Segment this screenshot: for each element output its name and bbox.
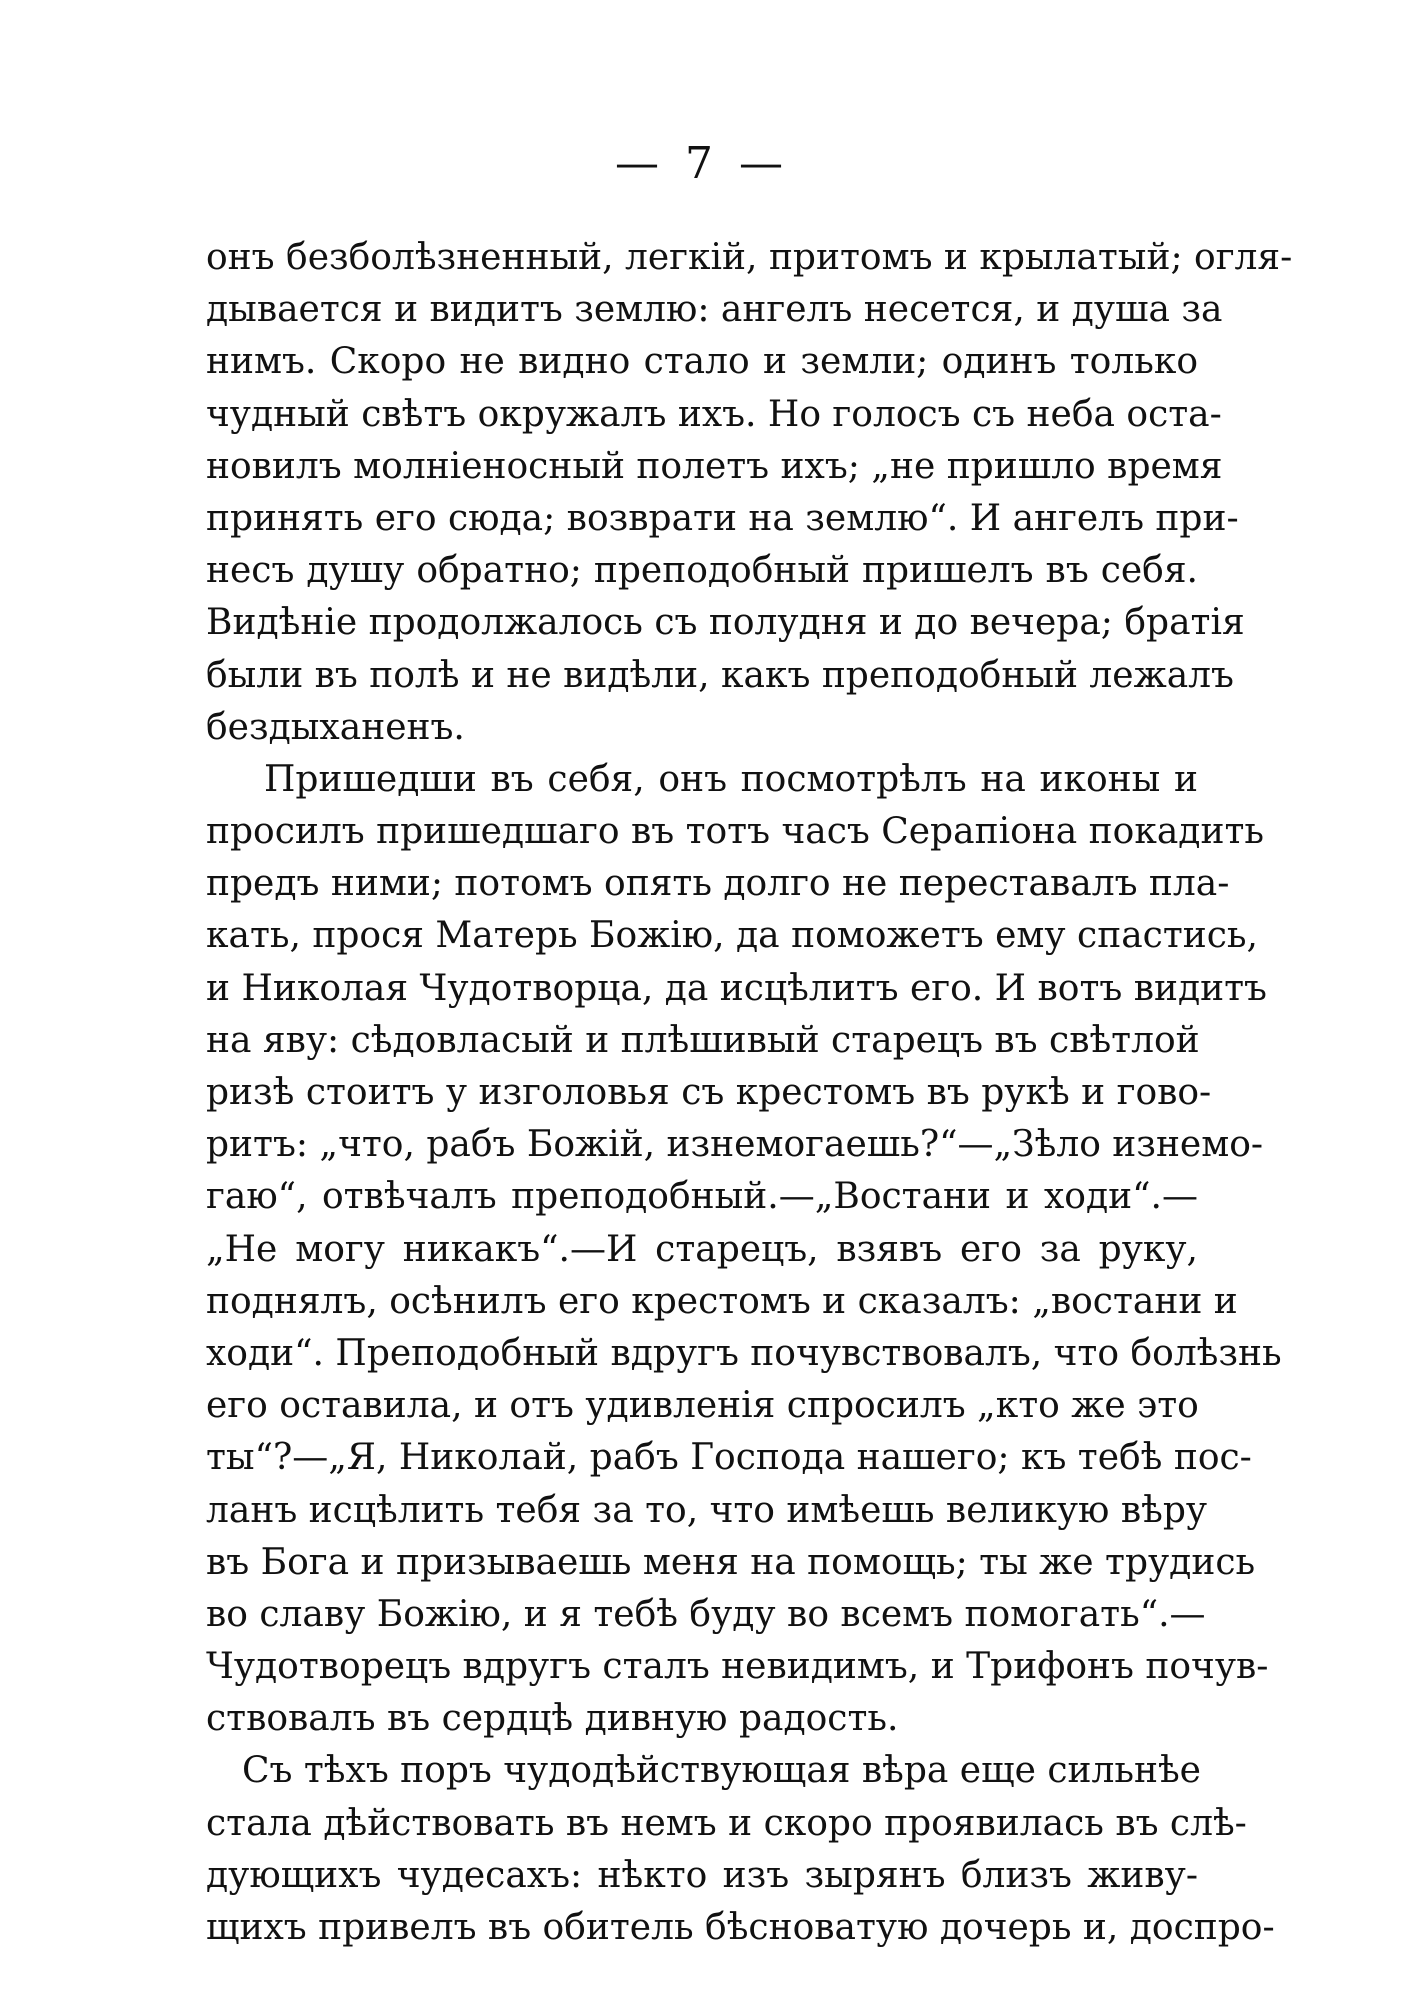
text-line: дующихъ чудесахъ: нѣкто изъ зырянъ близъ живу- [206, 1854, 1198, 1896]
text-line: Чудотворецъ вдругъ сталъ невидимъ, и Трифонъ почув- [206, 1646, 1269, 1688]
text-body [206, 232, 1293, 1954]
text-line: на яву: сѣдовласый и плѣшивый старецъ въ свѣтлой [206, 1019, 1200, 1061]
text-line: во славу Божію, и я тебѣ буду во всемъ помогать“.— [206, 1593, 1206, 1635]
text-line: и Николая Чудотворца, да исцѣлитъ его. И вотъ видитъ [206, 967, 1267, 1009]
text-line: ризѣ стоитъ у изголовья съ крестомъ въ рукѣ и гово- [206, 1072, 1212, 1113]
text-line: несъ душу обратно; преподобный пришелъ въ себя. [206, 550, 1198, 592]
text-line: его оставила, и отъ удивленія спросилъ „кто же это [206, 1385, 1199, 1427]
text-line: просилъ пришедшаго въ тотъ часъ Серапіона покадить [206, 811, 1264, 853]
text-line: гаю“, отвѣчалъ преподобный.—„Востани и ходи“.— [206, 1176, 1198, 1218]
text-line: ходи“. Преподобный вдругъ почувствовалъ, что болѣзнь [206, 1332, 1282, 1374]
text-line: кать, прося Матерь Божію, да поможетъ ему спастись, [206, 915, 1258, 957]
text-line: онъ безболѣзненный, легкій, притомъ и крылатый; огля- [206, 237, 1293, 278]
text-line: ты“?—„Я, Николай, рабъ Господа нашего; къ тебѣ пос- [206, 1437, 1252, 1479]
text-line: бездыханенъ. [206, 706, 465, 748]
text-line: предъ ними; потомъ опять долго не переставалъ пла- [206, 863, 1230, 905]
paragraph-start-line: Съ тѣхъ поръ чудодѣйствующая вѣра еще сильнѣе [242, 1750, 1201, 1792]
text-line: поднялъ, осѣнилъ его крестомъ и сказалъ: „востани и [206, 1280, 1238, 1322]
text-line: Видѣніе продолжалось съ полудня и до вечера; братія [206, 602, 1245, 644]
text-line: новилъ молніеносный полетъ ихъ; „не пришло время [206, 445, 1223, 487]
text-line: дывается и видитъ землю: ангелъ несется, и душа за [206, 289, 1223, 331]
text-line: принять его сюда; возврати на землю“. И ангелъ при- [206, 497, 1239, 539]
text-line: „Не могу никакъ“.—И старецъ, взявъ его за руку, [206, 1228, 1198, 1270]
text-line: ствовалъ въ сердцѣ дивную радость. [206, 1698, 899, 1740]
page-number: — 7 — [615, 138, 789, 189]
text-line: нимъ. Скоро не видно стало и земли; одинъ только [206, 341, 1198, 383]
text-line: были въ полѣ и не видѣли, какъ преподобный лежалъ [206, 654, 1234, 696]
text-line: ритъ: „что, рабъ Божій, изнемогаешь?“—„Зѣло изнемо- [206, 1124, 1264, 1166]
text-line: щихъ привелъ въ обитель бѣсноватую дочерь и, доспро- [206, 1907, 1275, 1948]
text-line: стала дѣйствовать въ немъ и скоро проявилась въ слѣ- [206, 1802, 1247, 1844]
text-line: въ Бога и призываешь меня на помощь; ты же трудись [206, 1541, 1256, 1583]
paragraph-start-line: Пришедши въ себя, онъ посмотрѣлъ на иконы и [264, 758, 1198, 800]
text-line: чудный свѣтъ окружалъ ихъ. Но голосъ съ неба оста- [206, 393, 1222, 435]
text-line: ланъ исцѣлить тебя за то, что имѣешь великую вѣру [206, 1489, 1208, 1531]
